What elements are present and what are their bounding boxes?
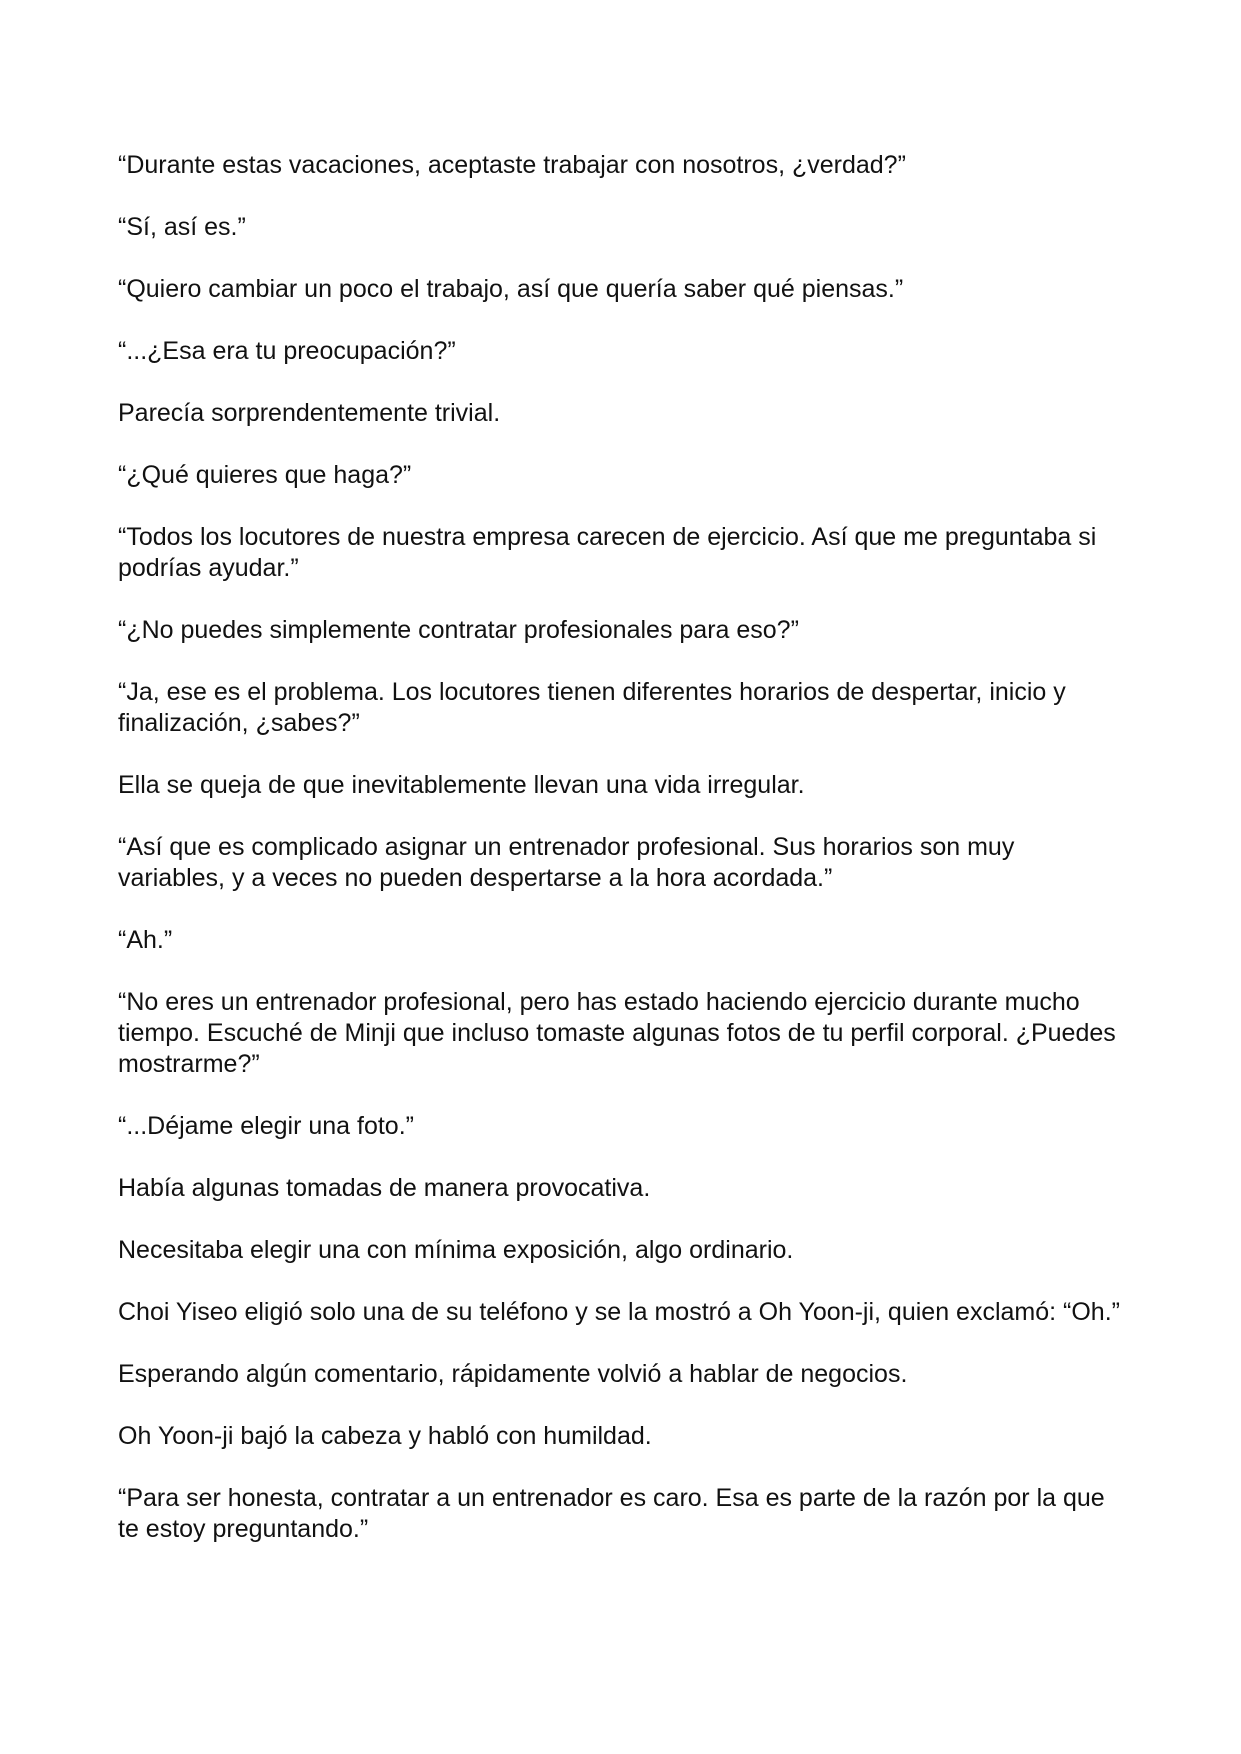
paragraph: Esperando algún comentario, rápidamente volvió a hablar de negocios. <box>118 1360 908 1388</box>
document-body <box>118 150 1128 1576</box>
paragraph: “Ja, ese es el problema. Los locutores tienen diferentes horarios de despertar, inicio y finalización, ¿sabes?” <box>118 678 1066 737</box>
paragraph: “No eres un entrenador profesional, pero has estado haciendo ejercicio durante mucho tiempo. Escuché de Minji que incluso tomaste algunas fotos de tu perfil corporal. ¿Puedes mostrarme?” <box>118 988 1116 1078</box>
paragraph: “Así que es complicado asignar un entrenador profesional. Sus horarios son muy variables, y a veces no pueden despertarse a la hora acordada.” <box>118 833 1015 892</box>
paragraph: Oh Yoon-ji bajó la cabeza y habló con humildad. <box>118 1422 652 1450</box>
paragraph: “¿Qué quieres que haga?” <box>118 461 412 489</box>
paragraph: Ella se queja de que inevitablemente llevan una vida irregular. <box>118 771 805 799</box>
paragraph: Parecía sorprendentemente trivial. <box>118 399 501 427</box>
paragraph: “Ah.” <box>118 926 173 954</box>
paragraph: “...¿Esa era tu preocupación?” <box>118 337 456 365</box>
paragraph: “...Déjame elegir una foto.” <box>118 1112 414 1140</box>
paragraph: Choi Yiseo eligió solo una de su teléfono y se la mostró a Oh Yoon-ji, quien exclamó: “Oh.” <box>118 1298 1120 1326</box>
paragraph: Necesitaba elegir una con mínima exposición, algo ordinario. <box>118 1236 794 1264</box>
paragraph: “Quiero cambiar un poco el trabajo, así que quería saber qué piensas.” <box>118 275 904 303</box>
paragraph: “Todos los locutores de nuestra empresa carecen de ejercicio. Así que me preguntaba si podrías ayudar.” <box>118 523 1097 582</box>
paragraph: “¿No puedes simplemente contratar profesionales para eso?” <box>118 616 799 644</box>
paragraph: “Sí, así es.” <box>118 213 246 241</box>
paragraph: “Para ser honesta, contratar a un entrenador es caro. Esa es parte de la razón por la que te estoy preguntando.” <box>118 1484 1105 1543</box>
paragraph: “Durante estas vacaciones, aceptaste trabajar con nosotros, ¿verdad?” <box>118 151 906 179</box>
paragraph: Había algunas tomadas de manera provocativa. <box>118 1174 651 1202</box>
